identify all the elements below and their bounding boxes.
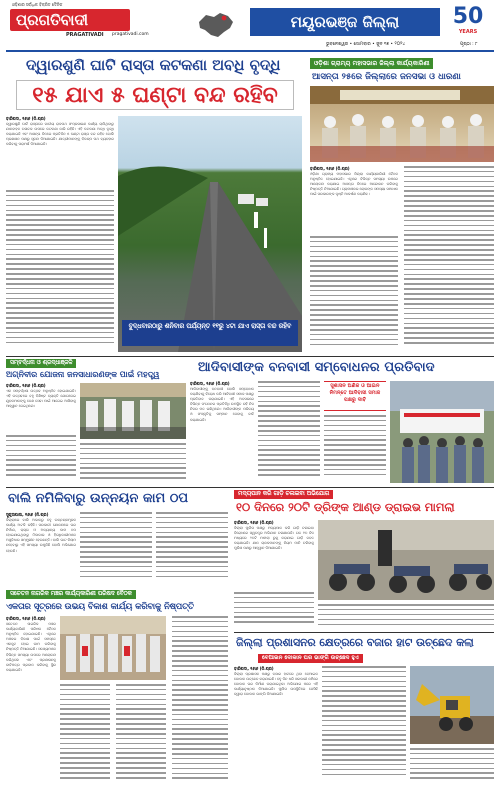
masthead [0,0,500,52]
story-drink-drive [234,490,494,630]
story3-headline: ଆଦିବାସୀଙ୍କ ବନବାସୀ ସମ୍ବୋଧନର ପ୍ରତିବାଦ [198,360,435,375]
story5-col2 [80,512,152,584]
story8-kicker: ବେଆଇନ ଦୋକାନ ଘର ଭାଙ୍ଗି ଉଚ୍ଛେଦ ହୁଏ [258,654,363,663]
story5-col3 [156,512,228,584]
story4-kicker: ସମ୍ବର୍ଦ୍ଧନା ଓ ଶ୍ରଦ୍ଧାଞ୍ଜଳି [6,359,76,368]
divider-2 [6,487,494,488]
seized-vehicles-photo [318,520,494,600]
protest-photo [390,381,494,483]
story2-byline: ବାରିପଦା, ୧୬ା୬ (ନି.ପ୍ର) [310,166,350,171]
date-line: ଭୁବନେଶ୍ୱର • ସୋମବାର • ଜୁନ ୧୭ • ୨୦୨୪ [326,42,406,47]
story7-byline: ବାରିପଦା, ୧୬ା୬ (ନି.ପ୍ର) [6,616,46,621]
story7-body-text: ସଚେତନ ନାଗରିକ ମଞ୍ଚର କାର୍ଯ୍ୟକାରିଣୀ ପରିଷଦ ବୈଠକ ଅନୁଷ୍ଠିତ ହୋଇଯାଇଛି। ଏଥିରେ ଅଞ୍ଚଳର ବିକାଶ ପାଇଁ ସମସ୍ତେ ଏକଜୁଟ ହୋଇ କାମ କରିବାକୁ ନିଷ୍ପତ୍ତି ନିଆଯାଇଛି। ସଦସ୍ୟମାନେ ବିଭିନ୍ନ ସମସ୍ୟା ଉପରେ ଆଲୋଚନା କରିଥିଲେ ଏବଂ ପ୍ରଶାସନକୁ ଦାବିପତ୍ର ପ୍ରଦାନ କରିବାକୁ ସ୍ଥିର କରାଯାଇଛି। [6,622,56,672]
story7-col2 [60,684,110,782]
forum-photo [60,616,166,680]
road-photo [118,116,302,352]
road-photo-art [118,116,302,352]
story-felicitation [6,359,186,485]
story7-headline: ଏକତାର ସୂତ୍ରରେ ଉଭୟ ବିକାଶ କାର୍ଯ୍ୟ କରିବାକୁ ନିଷ୍ପତ୍ତି [6,601,194,611]
story4-byline: ବାରିପଦା, ୧୬ା୬ (ନି.ପ୍ର) [6,383,46,388]
lead-subheadline: ୧୫ ଯାଏ ୫ ଘଣ୍ଟା ବନ୍ଦ ରହିବ [32,83,278,108]
story-tribal-protest [190,359,494,485]
odisha-map-icon [196,10,236,40]
anniversary-sub: YEARS [458,29,478,35]
meeting-photo [310,86,494,162]
divider-3 [234,632,494,633]
logo-box [10,9,130,31]
anniversary-logo [446,5,490,39]
story8-body [234,666,318,782]
story8-col3 [410,748,494,782]
divider-1 [6,356,494,357]
bulldozer-photo-art [410,666,494,744]
road-photo-caption: ବୁଦ୍ଧବାରଠାରୁ ଶନିବାର ପର୍ଯ୍ୟନ୍ତ ୧୧ରୁ ୪ଟା ଯାଏ ରାସ୍ତା ବନ୍ଦ ରହିବ [122,320,298,346]
story4-body [6,383,76,483]
story6-filler [234,592,314,626]
story6-body [234,520,314,628]
lead-body-text: ଦ୍ୱାରଶୁଣି ଘାଟି ରାସ୍ତାରେ ଜାତୀୟ ରାଜପଥ ସଂପ୍ରସାରଣ କାର୍ଯ୍ୟ ଚାଲିଥିବାରୁ ଯାନବାହନ ଚଳାଚଳ ଉପରେ କଟକଣା ଜାରି ରହିଛି। ଏହି କଟକଣା ଅବଧି ବୃଦ୍ଧି କରାଯାଇଛି ଏବଂ ଆସନ୍ତା ଦିନରେ ପ୍ରତିଦିନ ୫ ଘଣ୍ଟା ରାସ୍ତା ବନ୍ଦ ରହିବ ବୋଲି ପ୍ରଶାସନ ପକ୍ଷରୁ ସୂଚନା ଦିଆଯାଇଛି। ଯାତ୍ରୀମାନଙ୍କୁ ବିକଳ୍ପ ପଥ ବ୍ୟବହାର କରିବାକୁ ପରାମର୍ଶ ଦିଆଯାଇଛି। [6,122,114,147]
story3-pull-quote-text: ସୁଶାସନ ଅଣିକ ଓ ଆଇନ ନିମନ୍ତେ ଆଦିବାସୀ ସମାଜ ପକ୍ଷରୁ ଦାବି [329,383,381,403]
lead-body-filler [6,190,114,348]
story4-headline: ଅଗ୍ନିବୀର ଯୋଜନା ଜନସାଧାରଣଙ୍କ ପାଇଁ ମହତ୍ତ୍ୱ [6,370,160,379]
story-sand [6,490,228,586]
story3-body-text: ଆଦିବାସୀଙ୍କୁ ବନବାସୀ ବୋଲି ସମ୍ବୋଧନ କରାଯିବାକୁ ବିରୋଧ କରି ଆଦିବାସୀ ସମାଜ ପକ୍ଷରୁ ପ୍ରତିବାଦ କରାଯାଇଛି। ଏହି ଅବସରରେ ବିଭିନ୍ନ ସଂଗଠନର ପ୍ରତିନିଧି ଉପସ୍ଥିତ ରହି ନିଜ ନିଜର ମତ ରଖିଥିଲେ। ଆଦିବାସୀଙ୍କ ପରିଚୟ ଓ ସଂସ୍କୃତିକୁ ସମ୍ମାନ ଦେବାକୁ ଦାବି କରାଯାଇଛି। [190,387,254,422]
story3-byline: ବାରିପଦା, ୧୬ା୬ (ନି.ପ୍ର) [190,381,230,386]
story3-col3 [324,415,386,483]
story6-headline: ୧୦ ଦିନରେ ୨୦ଟି ଡ୍ରିଙ୍କ ଆଣ୍ଡ ଡ୍ରାଇଭ ମାମଲା [236,500,455,514]
story-lead [6,56,304,354]
story6-filler-2 [318,604,494,628]
story3-col2 [258,381,320,483]
story8-headline: ଜିଲ୍ଲା ପ୍ରଶାସନର କ୍ଷେତ୍ରରେ ବଜାର ହାଟ ଉଚ୍ଛେଦ କଲା [236,636,474,649]
seized-vehicles-photo-art [318,520,494,600]
story6-body-text: ଜିଲ୍ଲା ପୁଲିସ ପକ୍ଷରୁ ମଦ୍ୟପାନ କରି ଗାଡ଼ି ଚଳାଇବା ବିରୋଧରେ ସ୍ୱତନ୍ତ୍ର ଅଭିଯାନ ଚଳାଯାଉଛି। ଗତ ୧୦ ଦିନ ମଧ୍ୟରେ ୨୦ଟି ମାମଲା ରୁଜୁ କରାଯାଇ ଗାଡ଼ି ଜବତ କରାଯାଇଛି। ଯାନ ଚାଳକମାନଙ୍କୁ ନିୟମ ମାନି ଚଳିବାକୁ ପୁଲିସ ପକ୍ଷରୁ ଆହ୍ୱାନ ଦିଆଯାଇଛି। [234,526,314,551]
website-url: pragativadi.com [112,32,149,37]
logo-subtitle: PRAGATIVADI [66,32,104,38]
story2-headline: ଆସନ୍ତା ୨୫ରେ ଜିଲ୍ଲାରେ ଜନସଭା ଓ ଧାରଣା [312,72,461,82]
story2-body [310,166,494,352]
story7-kicker: ସଚେତନ ନାଗରିକ ମଞ୍ଚର କାର୍ଯ୍ୟକାରିଣୀ ପରିଷଦ ବୈଠକ [6,590,136,599]
top-note: ଓଡ଼ିଶାର ସର୍ବାଧିକ ବିକ୍ରିତ ଦୈନିକ [12,2,63,7]
story4-filler [6,435,76,481]
lead-body [6,116,114,352]
story7-body [6,616,56,782]
story4-filler-2 [80,443,186,483]
story8-body-text: ଜିଲ୍ଲା ପ୍ରଶାସନ ପକ୍ଷରୁ ବଜାର ହାଟରେ ଥିବା ବେଆଇନ ଦୋକାନ ଉଚ୍ଛେଦ କରାଯାଇଛି। ବହୁ ଦିନ ଧରି ସରକାରୀ ଜମିରେ ଦୋକାନ ଘର ନିର୍ମାଣ କରାଯାଇଥିବା ଅଭିଯୋଗ ପରେ ଏହି କାର୍ଯ୍ୟାନୁଷ୍ଠାନ ନିଆଯାଇଛି। ପୁଲିସ ଉପସ୍ଥିତିରେ ଜେସିବି ଦ୍ୱାରା ଦୋକାନ ଭାଙ୍ଗି ଦିଆଯାଇଛି। [234,672,318,697]
felicitation-photo [80,383,186,439]
forum-photo-art [60,616,166,680]
story5-byline: ସୁକୃତାପାଲ, ୧୬ା୬ (ନି.ପ୍ର) [6,512,49,517]
story4-body-text: ଏକ ସମ୍ବର୍ଦ୍ଧନା ଉତ୍ସବ ଅନୁଷ୍ଠିତ ହୋଇଯାଇଛି। ଏହି ଉତ୍ସବରେ ବହୁ ବିଶିଷ୍ଟ ବ୍ୟକ୍ତି ଯୋଗଦେଇ ଯୁବକମାନଙ୍କୁ ଦେଶ ସେବା ପାଇଁ ଆଗେଇ ଆସିବାକୁ ଆହ୍ୱାନ ଦେଇଥିଲେ। [6,389,76,409]
protest-photo-art [390,381,494,483]
story2-kicker: ଓଡ଼ିଶା ଗ୍ରାମ୍ୟ ମହାସଭାର ଜିଲ୍ଲା କାର୍ଯ୍ୟକାରିଣୀ [310,58,433,69]
story8-byline: ବାରିପଦା, ୧୬ା୬ (ନି.ପ୍ର) [234,666,274,671]
lead-headline: ଦ୍ୱାରଶୁଣି ଘାଟି ରାସ୍ତା କଟକଣା ଅବଧି ବୃଦ୍ଧି [26,56,281,74]
story7-col4 [172,616,228,782]
story8-col2 [322,666,406,782]
meeting-photo-art [310,86,494,162]
story7-col3 [116,684,166,782]
lead-byline: ବାରିପଦା, ୧୬ା୬ (ନି.ପ୍ର) [6,116,46,121]
story5-headline: ବାଲି ନମିଳିବାରୁ ଉନ୍ନୟନ କାମ ଠପ [8,491,189,506]
bulldozer-photo [410,666,494,744]
lead-subheadline-box [16,80,294,110]
story-eviction [234,636,494,784]
anniversary-number: 50 [452,4,484,29]
story6-kicker: ମଦ୍ୟପାନ କରି ଗାଡ଼ି ଚଳାଇବା ଅଭିଯୋଗ [234,490,333,499]
section-banner [250,8,440,36]
masthead-rule [6,50,494,52]
story2-body-text: ଓଡ଼ିଶା ଗ୍ରାମ୍ୟ ମହାସଭାର ଜିଲ୍ଲା କାର୍ଯ୍ୟକାରିଣୀ ବୈଠକ ଅନୁଷ୍ଠିତ ହୋଇଯାଇଛି। ଏଥିରେ ବିଭିନ୍ନ ସମସ୍ୟା ଉପରେ ଆଲୋଚନା କରାଯାଇ ଆସନ୍ତା ଦିନରେ ଆନ୍ଦୋଳନ କରିବାକୁ ନିଷ୍ପତ୍ତି ନିଆଯାଇଛି। ଗ୍ରାମାଞ୍ଚଳର ଲୋକଙ୍କ ସମସ୍ୟା ସମାଧାନ ପାଇଁ ସରକାରଙ୍କ ଦୃଷ୍ଟି ଆକର୍ଷଣ କରାଯିବ। [310,172,398,197]
story2-filler-right [404,166,494,350]
story2-filler-left [310,236,398,350]
story5-body-text: ଜିଲ୍ଲାରେ ବାଲି ଅଭାବରୁ ବହୁ ଉନ୍ନୟନମୂଳକ କାର୍ଯ୍ୟ ଅଟକି ରହିଛି। ସରକାରୀ ଯୋଜନାରେ ଘର ନିର୍ମାଣ, ରାସ୍ତା ଓ ଅନ୍ୟାନ୍ୟ କାମ ଠପ ହୋଇଯାଇଥିବାରୁ ଠିକାଦାର ଓ ହିତାଧିକାରୀମାନେ ଅସୁବିଧାର ସମ୍ମୁଖୀନ ହେଉଛନ୍ତି। ବାଲି ଘାଟ ନିଲାମ ନହେବାରୁ ଏହି ସମସ୍ୟା ଉପୁଜିଛି ବୋଲି ଅଭିଯୋଗ ହେଉଛି। [6,518,76,553]
story3-col1 [190,381,254,483]
story5-body [6,512,76,584]
story-grama-sabha [310,56,494,354]
story-civic-forum [6,590,228,784]
section-title: ମୟୂରଭଞ୍ଜ ଜିଲ୍ଲା [290,13,400,31]
story6-byline: ବାରିପଦା, ୧୬ା୬ (ନି.ପ୍ର) [234,520,274,525]
felicitation-photo-art [80,383,186,439]
logo-text: ପ୍ରଗତିବାଦୀ [16,11,89,29]
story3-pull-quote [324,381,386,411]
page-label: ପୃଷ୍ଠା : ୮ [460,42,478,47]
